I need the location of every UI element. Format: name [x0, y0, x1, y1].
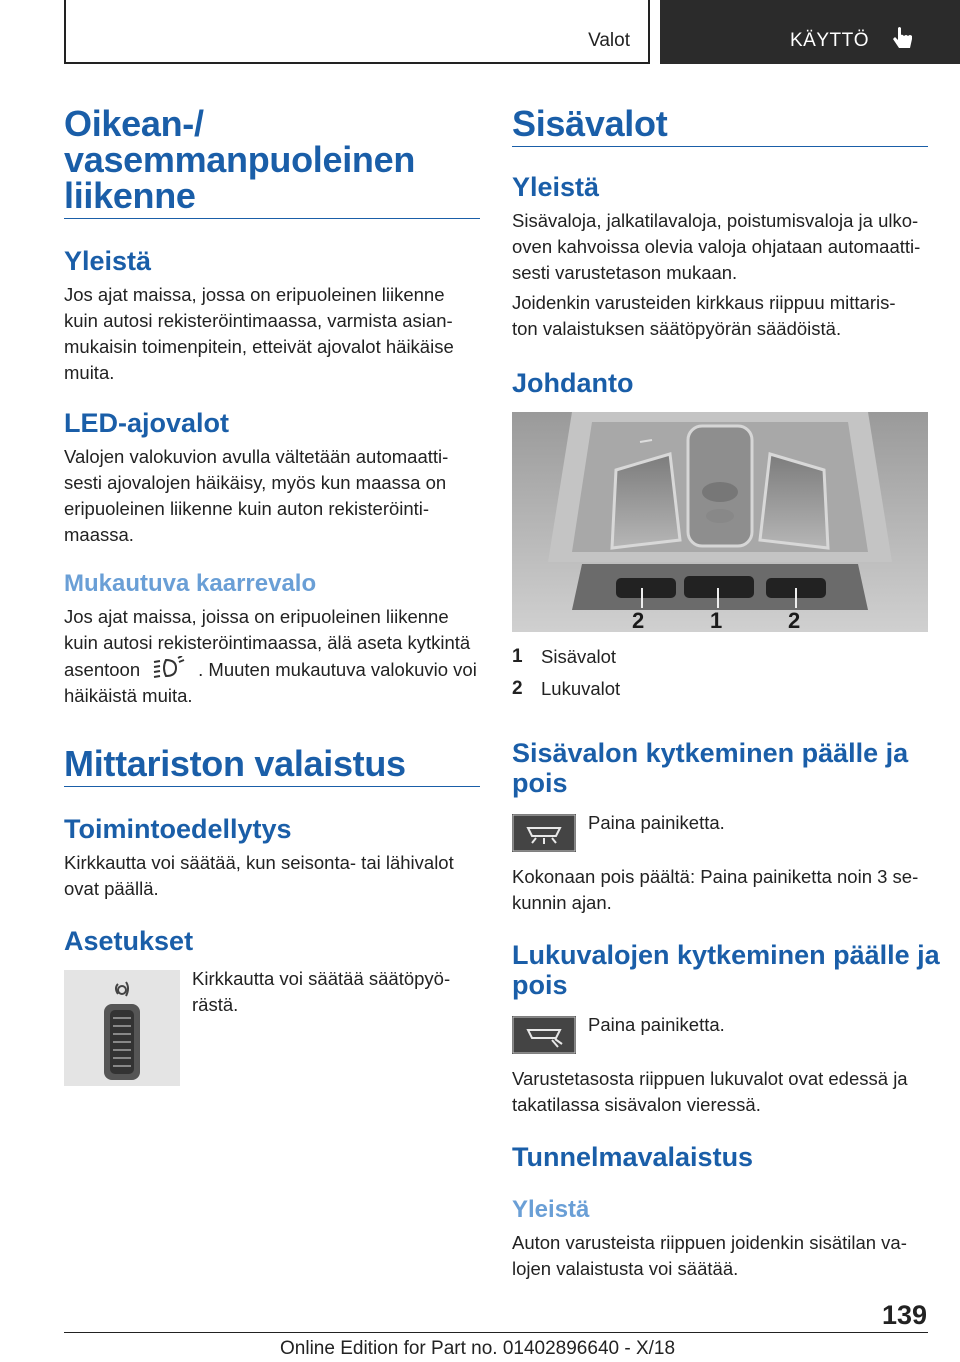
header-chapter-title: KÄYTTÖ [790, 30, 870, 51]
right-yleista-heading: Yleistä [512, 172, 600, 202]
header-section-box [64, 0, 650, 64]
legend-number: 2 [512, 678, 523, 699]
yleista-heading: Yleistä [64, 246, 152, 276]
tunnelma-subheading: Yleistä [512, 1196, 590, 1223]
mukautuva-paragraph: Jos ajat maissa, joissa on eripuoleinen liikenne kuin autosi rekisteröintimaassa, älä aseta kytkintä asentoon . Muuten mukautuva valokuvio voi häikäistä muita. [64, 606, 477, 706]
toiminto-heading: Toimintoedellytys [64, 814, 292, 844]
right-yleista-paragraph-1: Sisävaloja, jalkatilavaloja, poistumisvaloja ja ulko‐ oven kahvoissa olevia valoja ohjataan automaatti‐ sesti varustetason mukaan. [512, 210, 921, 283]
figure-callout-2-right: 2 [788, 608, 801, 632]
heading-rule [64, 218, 480, 219]
footer-rule [64, 1332, 928, 1333]
legend-text: Sisävalot [541, 646, 617, 667]
asetukset-heading: Asetukset [64, 926, 194, 956]
thumbwheel-image [64, 970, 180, 1086]
heading-line: vasemmanpuoleinen [64, 139, 416, 180]
kytkeminen-text: Paina painiketta. [588, 812, 725, 833]
tunnelma-heading: Tunnelmavalaistus [512, 1142, 754, 1172]
toiminto-paragraph: Kirkkautta voi säätää, kun seisonta- tai lähivalot ovat päällä. [64, 852, 454, 899]
yleista-paragraph: Jos ajat maissa, jossa on eripuoleinen liikenne kuin autosi rekisteröintimaassa, varmista asian‐ mukaisin toimenpitein, etteivät ajovalot häikäise muita. [64, 284, 454, 383]
right-main-heading: Sisävalot [512, 103, 668, 144]
interior-light-figure [512, 412, 928, 632]
lukuvalo-heading: Lukuvalojen kytkeminen päälle ja pois [512, 940, 940, 1000]
right-yleista-paragraph-2: Joidenkin varusteiden kirkkaus riippuu mittaris‐ ton valaistuksen säätöpyörän säädöistä. [512, 292, 896, 339]
varustetaso-paragraph: Varustetasosta riippuen lukuvalot ovat edessä ja takatilassa sisävalon vieressä. [512, 1068, 908, 1115]
tunnelma-paragraph: Auton varusteista riippuen joidenkin sisätilan va‐ lojen valaistusta voi säätää. [512, 1232, 907, 1279]
led-paragraph: Valojen valokuvion avulla vältetään automaatti‐ sesti ajovalojen häikäisy, myös kun maassa on eripuoleinen liikenne kuin auton rekisteröinti‐ maassa. [64, 446, 449, 545]
heading-line: liikenne [64, 175, 196, 216]
header-section-title: Valot [588, 30, 630, 51]
page-number: 139 [882, 1300, 928, 1330]
legend-text: Lukuvalot [541, 678, 621, 699]
kytkeminen-heading: Sisävalon kytkeminen päälle ja pois [512, 738, 909, 798]
headlight-pattern-icon [148, 656, 194, 678]
lukuvalo-text: Paina painiketta. [588, 1014, 725, 1035]
led-heading: LED-ajovalot [64, 408, 230, 438]
heading-rule [64, 786, 480, 787]
figure-callout-2-left: 2 [632, 608, 645, 632]
footer-edition: Online Edition for Part no. 01402896640 - X/18 [280, 1338, 676, 1359]
legend-number: 1 [512, 646, 523, 667]
mukautuva-heading: Mukautuva kaarrevalo [64, 570, 317, 597]
interior-light-button-icon [512, 814, 576, 852]
left-main-heading [64, 103, 416, 216]
mittaristo-heading: Mittariston valaistus [64, 743, 406, 784]
pointing-hand-icon [892, 26, 914, 57]
reading-light-button-icon [512, 1016, 576, 1054]
kokonaan-paragraph: Kokonaan pois päältä: Paina painiketta noin 3 se‐ kunnin ajan. [512, 866, 919, 913]
figure-callout-1: 1 [710, 608, 723, 632]
header-chapter-tab [660, 0, 960, 64]
heading-line: Oikean-/ [64, 103, 204, 144]
johdanto-heading: Johdanto [512, 368, 634, 398]
asetukset-paragraph: Kirkkautta voi säätää säätöpyö‐ rästä. [192, 968, 451, 1015]
heading-rule [512, 146, 928, 147]
